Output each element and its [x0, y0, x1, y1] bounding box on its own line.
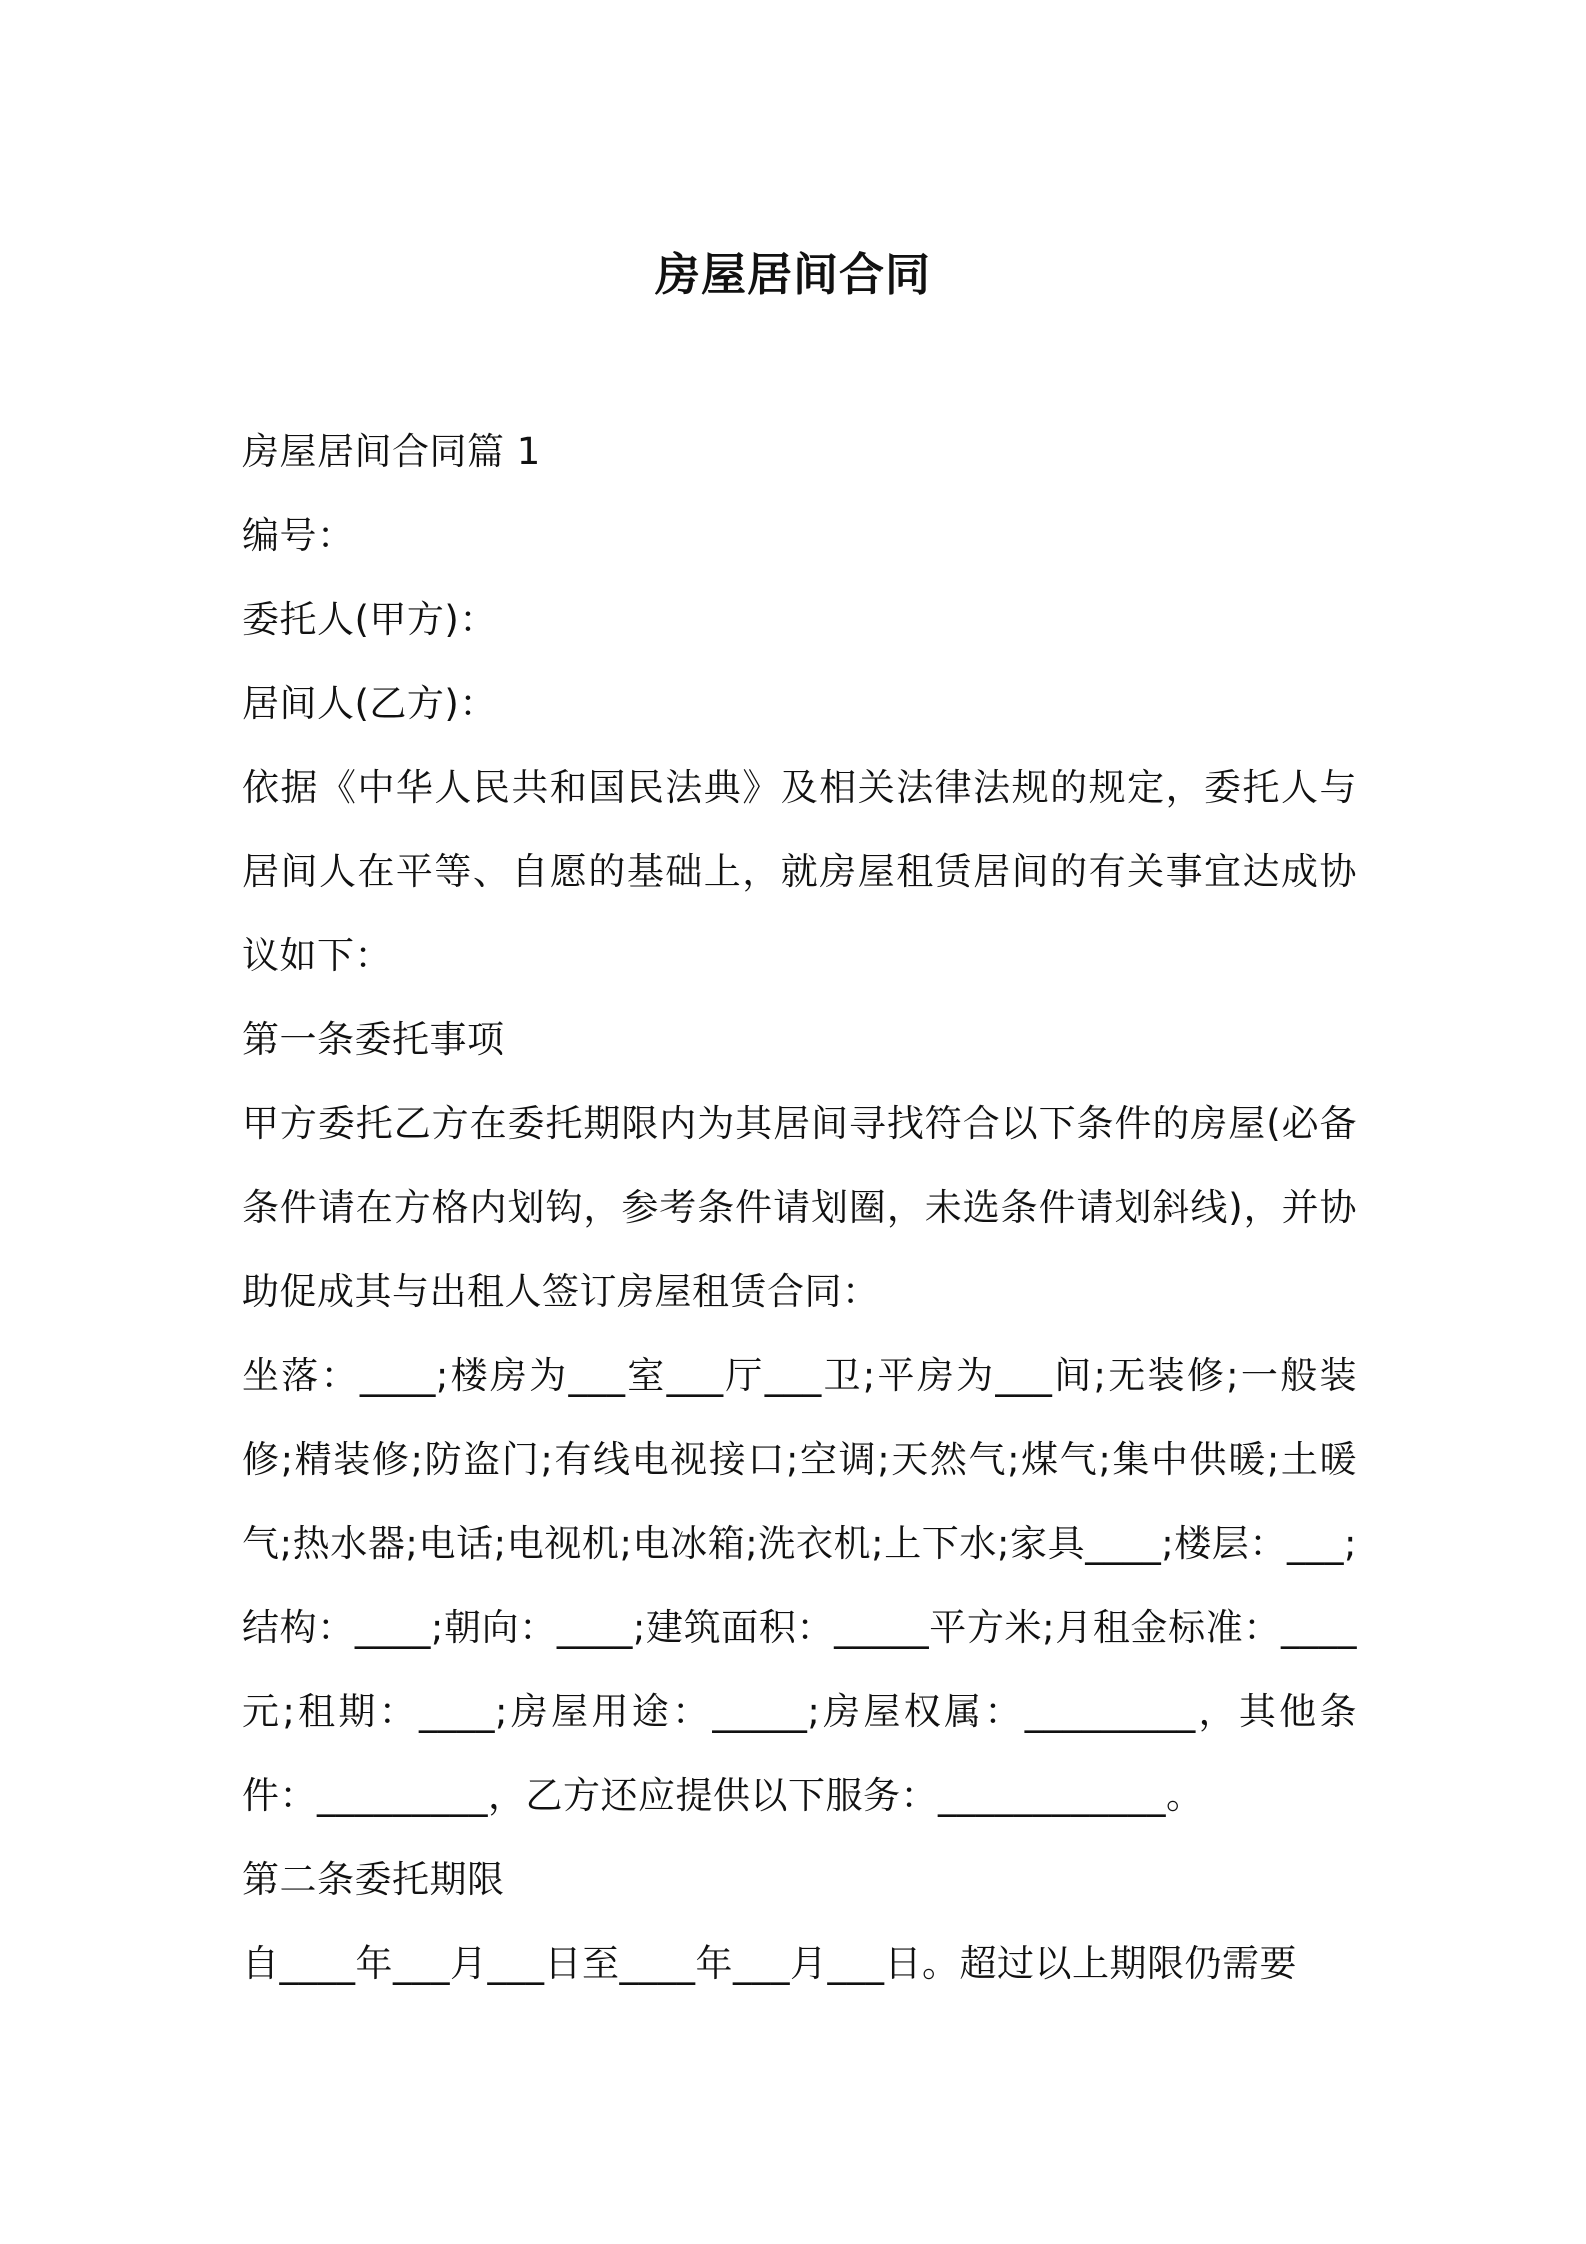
party-a-field: 委托人(甲方)：	[242, 598, 497, 641]
article-2-period: 自____年___月___日至____年___月___日。超过以上期限仍需要	[242, 1942, 1297, 1985]
article-1-conditions: 坐落：____;楼房为___室___厅___卫;平房为___间;无装修;一般装修;精装修;防盗门;有线电视接口;空调;天然气;煤气;集中供暖;土暖气;热水器;电话;电视机;电冰箱;洗衣机;上下水;家具____;楼层：___;结构：____;朝向：____;建筑面积：_____平方米;月租金标准：____元;租期：____;房屋用途：_____;房屋权属：_________，其他条件：_________，乙方还应提供以下服务：____________。	[242, 1354, 1357, 1817]
article-1-intro: 甲方委托乙方在委托期限内为其居间寻找符合以下条件的房屋(必备条件请在方格内划钩，参考条件请划圈，未选条件请划斜线)，并协助促成其与出租人签订房屋租赁合同：	[242, 1102, 1357, 1313]
article-1-heading: 第一条委托事项	[242, 1018, 505, 1061]
preamble-paragraph: 依据《中华人民共和国民法典》及相关法律法规的规定，委托人与居间人在平等、自愿的基础上，就房屋租赁居间的有关事宜达成协议如下：	[242, 766, 1357, 977]
article-2-heading: 第二条委托期限	[242, 1858, 505, 1901]
contract-number-field: 编号：	[242, 514, 355, 557]
section-heading: 房屋居间合同篇 1	[242, 430, 541, 473]
document-title: 房屋居间合同	[654, 248, 931, 302]
document-body	[242, 410, 1357, 2006]
party-b-field: 居间人(乙方)：	[242, 682, 497, 725]
